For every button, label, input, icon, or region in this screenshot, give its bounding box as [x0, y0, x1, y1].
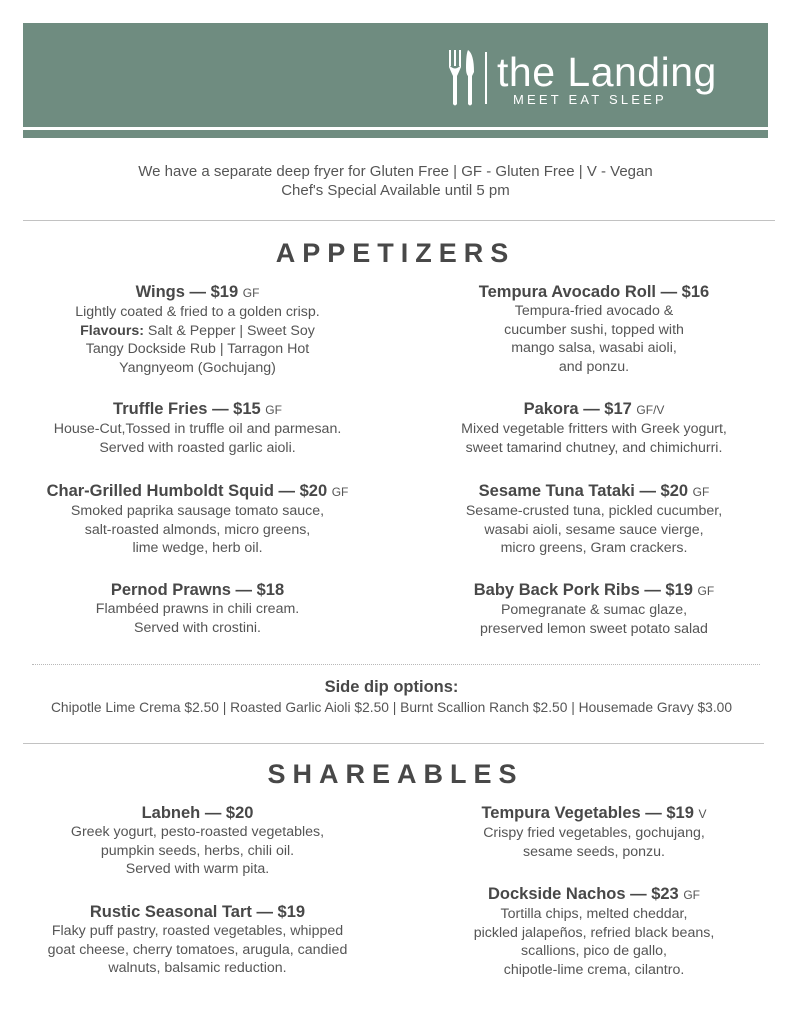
menu-item-pakora — [397, 400, 791, 457]
item-desc: Tempura-fried avocado & — [514, 303, 674, 319]
item-name: Baby Back Pork Ribs — $19 — [473, 581, 693, 599]
item-name: Pernod Prawns — $18 — [110, 581, 285, 599]
section-title-shareables: SHAREABLES — [267, 759, 524, 789]
diet-tag: GF — [242, 286, 260, 300]
flavours-label: Flavours: — [80, 322, 144, 339]
diet-tag: GF — [331, 485, 349, 499]
item-desc: pickled jalapeños, refried black beans, — [473, 924, 715, 941]
menu-item-truffle-fries — [0, 400, 395, 457]
item-desc: and ponzu. — [558, 358, 630, 375]
logo-tagline: MEET EAT SLEEP — [513, 92, 667, 107]
item-desc: House-Cut,Tossed in truffle oil and parmesan. — [53, 421, 342, 437]
item-name-line — [397, 283, 791, 302]
knife-icon — [465, 50, 474, 106]
menu-item-rustic-tart — [0, 903, 395, 978]
side-dip-title: Side dip options: — [324, 678, 459, 696]
diet-tag: GF — [692, 485, 710, 499]
item-desc: Tangy Dockside Rub | Tarragon Hot — [85, 341, 310, 357]
item-desc: pumpkin seeds, herbs, chili oil. — [100, 842, 295, 859]
dotted-divider — [32, 664, 760, 665]
flavours-list: Salt & Pepper | Sweet Soy — [143, 322, 315, 339]
item-name: Wings — $19 — [135, 283, 239, 301]
menu-item-humboldt-squid — [0, 482, 395, 558]
menu-item-tempura-avocado-roll — [397, 283, 791, 376]
item-name-line — [0, 400, 395, 420]
logo-divider — [485, 52, 487, 104]
item-name-line — [0, 581, 395, 600]
diet-tag: GF/V — [636, 403, 665, 417]
item-name: Pakora — $17 — [523, 400, 632, 418]
item-name-line — [397, 400, 791, 420]
item-name-line — [397, 804, 791, 824]
menu-item-wings — [0, 283, 395, 377]
item-desc: Lightly coated & fried to a golden crisp. — [75, 304, 320, 320]
item-flavours — [0, 322, 395, 341]
item-name: Truffle Fries — $15 — [113, 400, 261, 418]
item-desc: sweet tamarind chutney, and chimichurri. — [465, 439, 723, 456]
item-name-line — [397, 482, 791, 502]
item-desc: preserved lemon sweet potato salad — [480, 620, 708, 637]
item-desc: mango salsa, wasabi aioli, — [511, 340, 677, 356]
menu-item-labneh — [0, 804, 395, 879]
item-desc: Served with crostini. — [134, 619, 261, 636]
item-desc: Sesame-crusted tuna, pickled cucumber, — [465, 503, 723, 519]
note-line: Chef's Special Available until 5 pm — [281, 182, 510, 199]
section-title-appetizers: APPETIZERS — [275, 238, 516, 268]
item-desc: Yangnyeom (Gochujang) — [119, 359, 276, 376]
item-desc: sesame seeds, ponzu. — [523, 843, 665, 860]
item-desc: micro greens, Gram crackers. — [500, 540, 688, 556]
note-line: We have a separate deep fryer for Gluten Free | GF - Gluten Free | V - Vegan — [138, 163, 653, 180]
logo-name: the Landing — [497, 49, 717, 95]
item-desc: wasabi aioli, sesame sauce vierge, — [484, 521, 704, 538]
item-desc: Served with roasted garlic aioli. — [99, 439, 296, 456]
item-desc: salt-roasted almonds, micro greens, — [84, 521, 311, 538]
item-desc: Flambéed prawns in chili cream. — [95, 601, 300, 617]
item-desc: Tortilla chips, melted cheddar, — [500, 906, 688, 922]
menu-item-pork-ribs — [397, 581, 791, 638]
item-name-line — [0, 283, 395, 303]
diet-tag: V — [698, 807, 707, 821]
item-desc: walnuts, balsamic reduction. — [108, 960, 287, 976]
item-desc: Smoked paprika sausage tomato sauce, — [70, 503, 325, 519]
header-rule — [23, 130, 768, 138]
menu-item-dockside-nachos — [397, 885, 791, 979]
divider — [23, 743, 764, 744]
item-desc: cucumber sushi, topped with — [504, 321, 684, 338]
item-desc: Pomegranate & sumac glaze, — [500, 602, 688, 618]
diet-tag: GF — [697, 584, 715, 598]
item-name: Labneh — $20 — [141, 804, 254, 822]
fork-icon — [449, 50, 461, 106]
divider — [23, 220, 775, 221]
item-name-line — [0, 482, 395, 502]
item-name: Rustic Seasonal Tart — $19 — [89, 903, 306, 921]
item-name-line — [0, 804, 395, 823]
item-name: Dockside Nachos — $23 — [487, 885, 679, 903]
item-desc: lime wedge, herb oil. — [132, 540, 263, 556]
diet-tag: GF — [683, 888, 700, 902]
item-name-line — [397, 885, 791, 905]
menu-item-pernod-prawns — [0, 581, 395, 637]
item-desc: scallions, pico de gallo, — [521, 943, 667, 959]
item-name: Char-Grilled Humboldt Squid — $20 — [46, 482, 328, 500]
item-desc: Mixed vegetable fritters with Greek yogurt, — [461, 421, 727, 437]
item-desc: Crispy fried vegetables, gochujang, — [483, 825, 705, 841]
item-desc: Greek yogurt, pesto-roasted vegetables, — [70, 824, 325, 840]
item-desc: Served with warm pita. — [125, 861, 270, 877]
menu-notes — [0, 162, 791, 200]
item-desc: goat cheese, cherry tomatoes, arugula, candied — [47, 941, 348, 958]
item-desc: Flaky puff pastry, roasted vegetables, whipped — [51, 923, 344, 939]
menu-item-sesame-tuna-tataki — [397, 482, 791, 558]
menu-item-tempura-vegetables — [397, 804, 791, 861]
item-name: Tempura Avocado Roll — $16 — [478, 283, 710, 301]
item-name: Tempura Vegetables — $19 — [481, 804, 694, 822]
diet-tag: GF — [265, 403, 282, 417]
side-dip-list: Chipotle Lime Crema $2.50 | Roasted Garlic Aioli $2.50 | Burnt Scallion Ranch $2.50 | Housemade Gravy $3.00 — [50, 700, 733, 715]
item-desc: chipotle-lime crema, cilantro. — [503, 961, 685, 978]
item-name-line — [0, 903, 395, 922]
item-name: Sesame Tuna Tataki — $20 — [478, 482, 689, 500]
item-name-line — [397, 581, 791, 601]
